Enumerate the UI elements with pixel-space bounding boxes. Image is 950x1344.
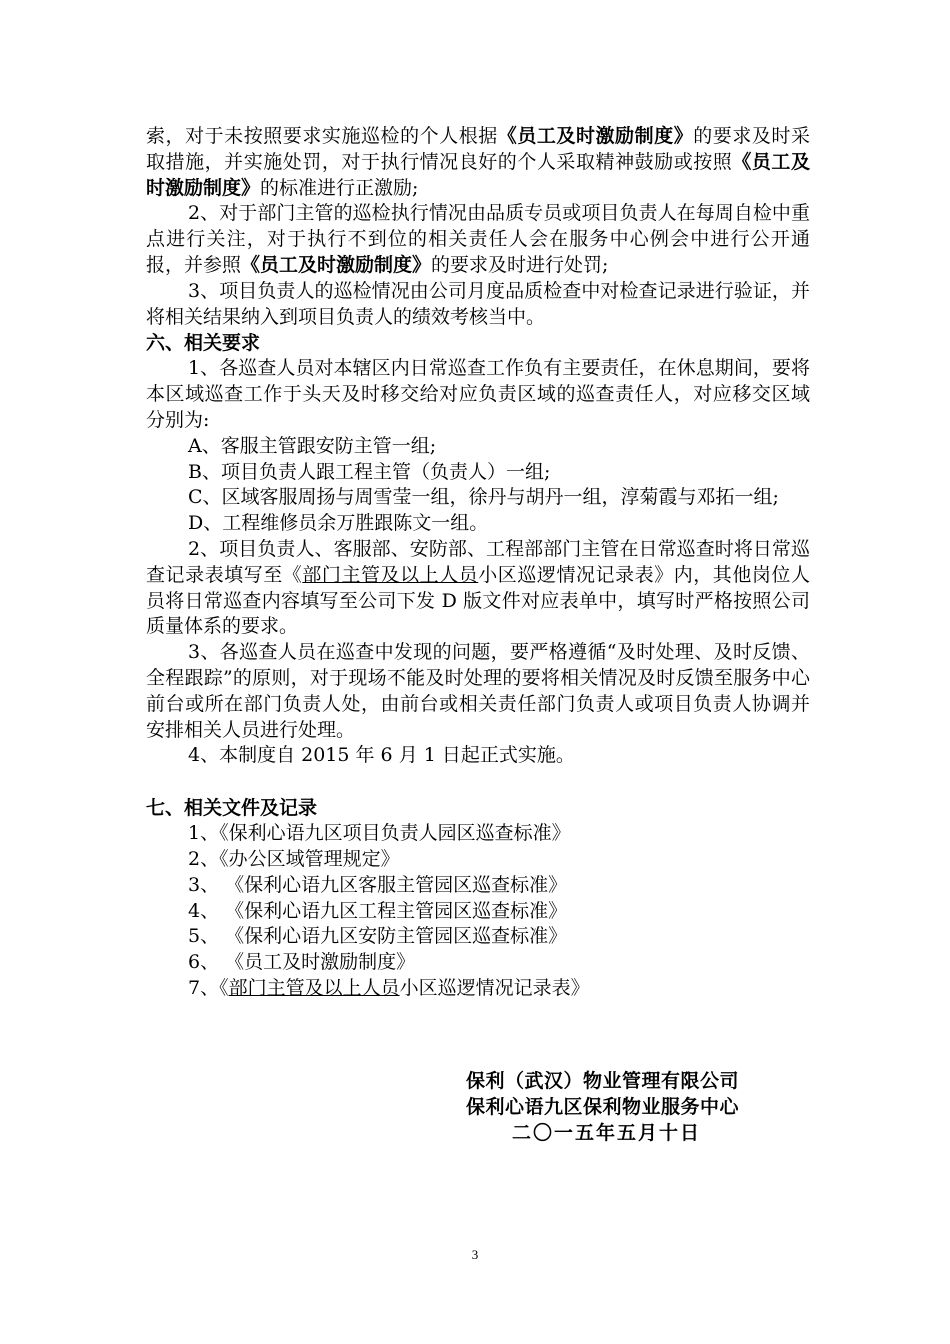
page-number: 3 — [471, 1247, 479, 1262]
reference-item: 1、《保利心语九区项目负责人园区巡查标准》 — [188, 822, 571, 845]
reference-item — [146, 976, 810, 1002]
group-item: B、项目负责人跟工程主管（负责人）一组; — [188, 460, 551, 483]
reference-item: 2、《办公区域管理规定》 — [188, 847, 400, 870]
text-run: 索，对于未按照要求实施巡检的个人根据 — [146, 125, 498, 147]
text-run: 2、对于部门主管的巡检执行情况由品质专员或项目负责人在每周自检中重点进行关注，对于执行不到位的相关责任人会在服务中心例会中进行公开通报，并参照 — [146, 202, 810, 276]
text-run: 小区巡逻情况记录表》内，其他岗位人员将日常巡查内容填写至公司下发 D 版文件对应表单中，填写时严格按照公司质量体系的要求。 — [146, 563, 810, 638]
text-run: 的要求及时采取措施，并实施处罚，对于执行情况良好的个人采取精神鼓励或按照 — [146, 125, 810, 173]
reference-item: 6、 《员工及时激励制度》 — [188, 951, 416, 974]
reference-item: 3、 《保利心语九区客服主管园区巡查标准》 — [188, 873, 568, 896]
section-heading-6: 六、相关要求 — [146, 332, 261, 355]
underlined-text: 部门主管及以上人员 — [302, 563, 479, 586]
text-run: 的要求及时进行处罚; — [431, 253, 609, 276]
signature-service-center: 保利心语九区保利物业服务中心 — [466, 1096, 740, 1118]
blank-line — [146, 769, 810, 795]
signature-block — [466, 1068, 739, 1146]
section-heading-7: 七、相关文件及记录 — [146, 797, 318, 820]
bold-doc-ref: 《员工及时激励制度》 — [146, 150, 810, 199]
group-item: C、区域客服周扬与周雪莹一组，徐丹与胡丹一组，淳菊霞与邓拓一组; — [188, 486, 779, 509]
paragraph-continuation — [146, 124, 810, 201]
text-run: 7、《 — [188, 976, 229, 999]
signature-date: 二〇一五年五月十日 — [512, 1122, 702, 1144]
text-run: 小区巡逻情况记录表》 — [399, 976, 590, 999]
paragraph-item-3: 3、项目负责人的巡检情况由公司月度品质检查中对检查记录进行验证，并将相关结果纳入到项目负责人的绩效考核当中。 — [146, 279, 810, 328]
body-text-upper — [146, 124, 810, 1002]
signature-company: 保利（武汉）物业管理有限公司 — [466, 1070, 740, 1092]
text-run: 的标准进行正激励; — [260, 176, 419, 199]
requirement-3: 3、各巡查人员在巡查中发现的问题，要严格遵循“及时处理、及时反馈、全程跟踪”的原则，对于现场不能及时处理的要将相关情况及时反馈至服务中心前台或所在部门负责人处，由前台或相关责任部门负责人或项目负责人协调并安排相关人员进行处理。 — [146, 641, 810, 741]
bold-doc-ref: 《员工及时激励制度》 — [497, 125, 694, 147]
requirement-2 — [146, 537, 810, 640]
group-item: D、工程维修员余万胜跟陈文一组。 — [188, 512, 489, 535]
group-item: A、客服主管跟安防主管一组; — [188, 434, 437, 457]
reference-item: 5、 《保利心语九区安防主管园区巡查标准》 — [188, 925, 568, 948]
reference-item: 4、 《保利心语九区工程主管园区巡查标准》 — [188, 899, 568, 922]
bold-doc-ref: 《员工及时激励制度》 — [241, 253, 432, 276]
requirement-4: 4、本制度自 2015 年 6 月 1 日起正式实施。 — [188, 744, 575, 767]
text-run: 2、项目负责人、客服部、安防部、工程部部门主管在日常巡查时将日常巡查记录表填写至《 — [146, 537, 810, 586]
underlined-text: 部门主管及以上人员 — [228, 976, 400, 999]
requirement-1: 1、各巡查人员对本辖区内日常巡查工作负有主要责任，在休息期间，要将本区域巡查工作于头天及时移交给对应负责区域的巡查责任人，对应移交区域分别为: — [146, 357, 810, 431]
paragraph-item-2 — [146, 201, 810, 278]
